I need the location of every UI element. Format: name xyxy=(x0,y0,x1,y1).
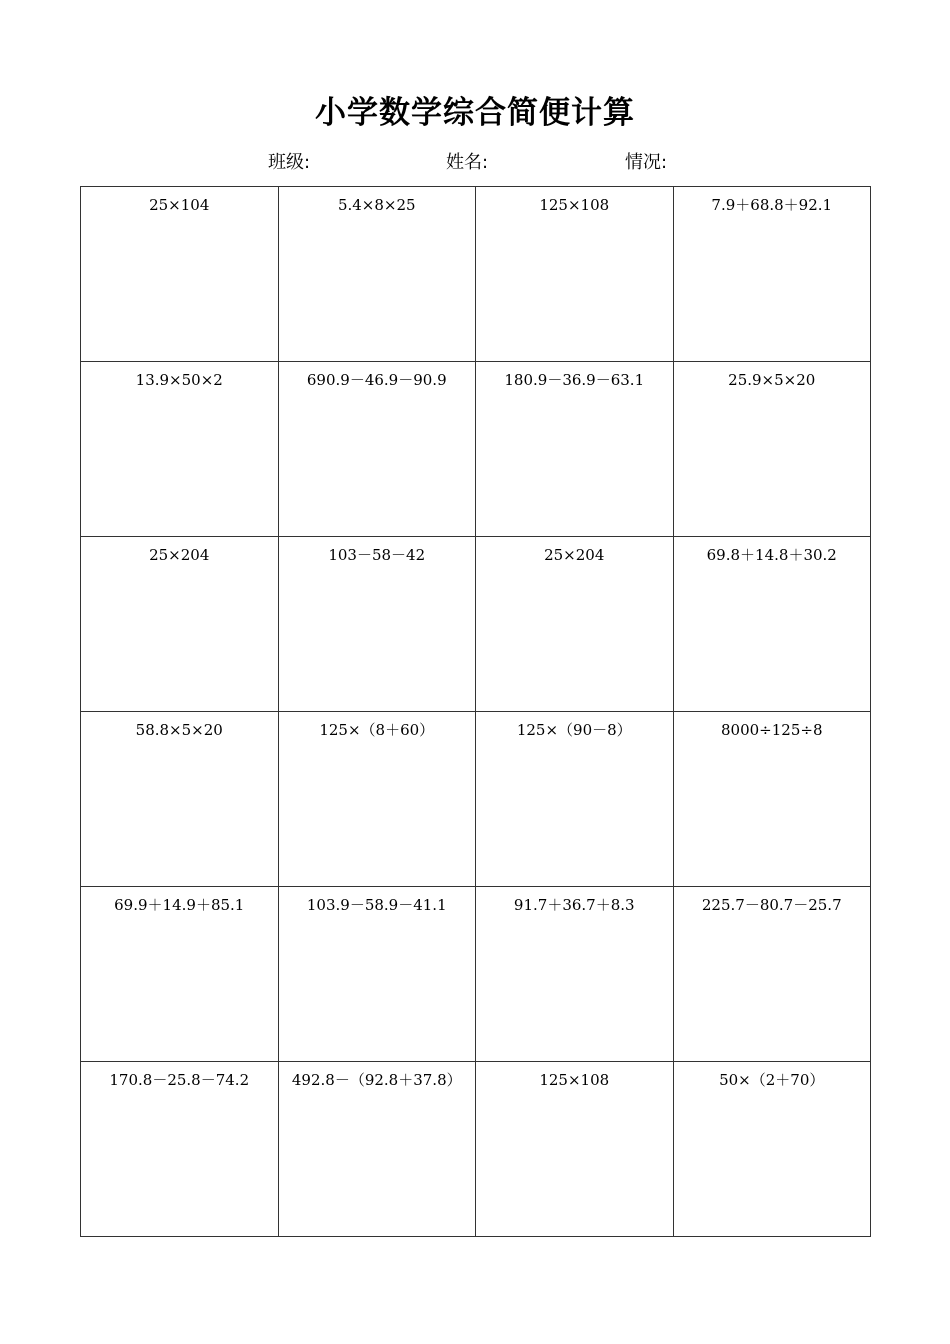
problem-cell: 69.8＋14.8＋30.2 xyxy=(673,537,871,712)
problem-cell: 125×（90－8） xyxy=(476,712,674,887)
problem-cell: 25×204 xyxy=(476,537,674,712)
class-label: 班级: xyxy=(268,152,311,173)
problem-cell: 25.9×5×20 xyxy=(673,362,871,537)
problem-cell: 7.9＋68.8＋92.1 xyxy=(673,187,871,362)
problem-cell: 25×204 xyxy=(81,537,279,712)
problem-cell: 170.8－25.8－74.2 xyxy=(81,1062,279,1237)
problem-row xyxy=(81,1062,871,1237)
problem-grid xyxy=(80,186,871,1237)
problem-cell: 58.8×5×20 xyxy=(81,712,279,887)
problem-cell: 125×（8＋60） xyxy=(278,712,476,887)
problem-row xyxy=(81,187,871,362)
problem-cell: 91.7＋36.7＋8.3 xyxy=(476,887,674,1062)
problem-cell: 690.9－46.9－90.9 xyxy=(278,362,476,537)
problem-row xyxy=(81,362,871,537)
problem-cell: 180.9－36.9－63.1 xyxy=(476,362,674,537)
name-label: 姓名: xyxy=(446,152,489,173)
problem-row xyxy=(81,537,871,712)
status-label: 情况: xyxy=(625,152,668,173)
problem-row xyxy=(81,887,871,1062)
problem-cell: 103－58－42 xyxy=(278,537,476,712)
problem-cell: 103.9－58.9－41.1 xyxy=(278,887,476,1062)
problem-cell: 492.8－（92.8＋37.8） xyxy=(278,1062,476,1237)
problem-cell: 125×108 xyxy=(476,1062,674,1237)
problem-cell: 50×（2＋70） xyxy=(673,1062,871,1237)
problem-cell: 125×108 xyxy=(476,187,674,362)
worksheet-title: 小学数学综合简便计算 xyxy=(315,95,635,131)
problem-cell: 225.7－80.7－25.7 xyxy=(673,887,871,1062)
problem-cell: 13.9×50×2 xyxy=(81,362,279,537)
problem-cell: 69.9＋14.9＋85.1 xyxy=(81,887,279,1062)
problem-cell: 8000÷125÷8 xyxy=(673,712,871,887)
problem-cell: 5.4×8×25 xyxy=(278,187,476,362)
problem-cell: 25×104 xyxy=(81,187,279,362)
problem-row xyxy=(81,712,871,887)
